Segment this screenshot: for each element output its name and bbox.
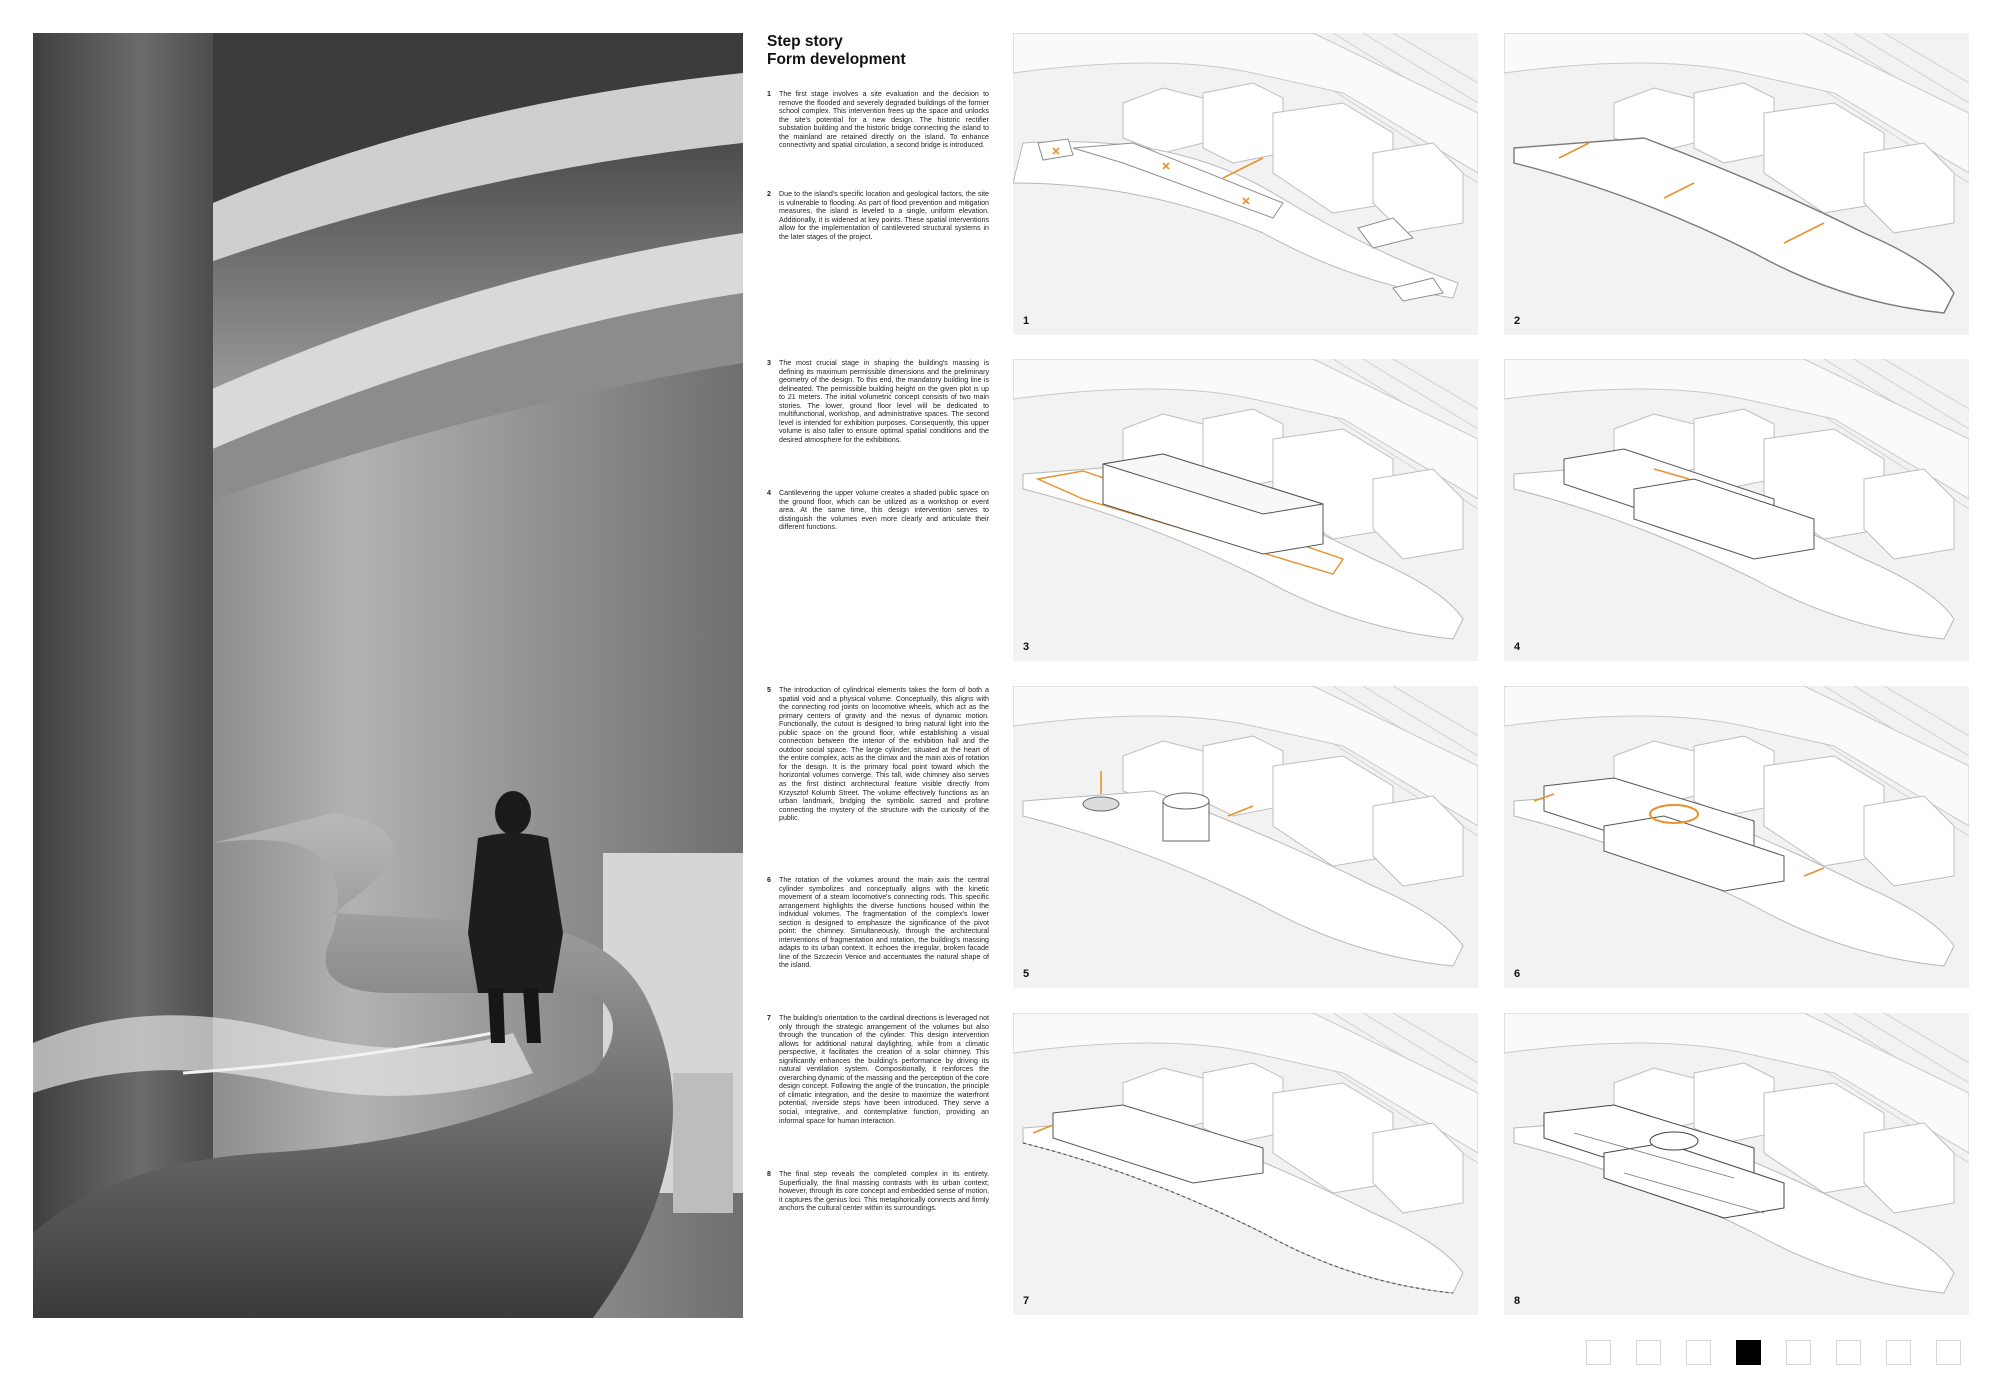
step-body: The rotation of the volumes around the main axis the central cylinder symbolizes and conceptually aligns with the kinetic movement of a steam locomotive's connecting rods. This specific arrangement highlights the diverse functions housed within the individual volumes. The fragmentation of the complex's lower section is designed to emphasize the significance of the pivot point: the chimney. Simultaneously, through the architectural interventions of fragmentation and rotation, the building's massing adapts to its urban context. It echoes the irregular, broken facade line of the Szczecin Venice and accentuates the natural shape of the island. xyxy=(779,876,989,970)
step-number: 5 xyxy=(767,686,771,694)
step-diagram-4 xyxy=(1504,359,1969,661)
step-diagram-8 xyxy=(1504,1013,1969,1315)
step-text-6 xyxy=(767,876,989,970)
step-number: 8 xyxy=(767,1170,771,1178)
text-column xyxy=(767,33,989,1213)
step-diagram-number: 7 xyxy=(1023,1295,1030,1307)
page-indicator-6[interactable] xyxy=(1836,1340,1861,1365)
page-indicator-5[interactable] xyxy=(1786,1340,1811,1365)
step-body: Due to the island's specific location and geological factors, the site is vulnerable to flooding. As part of flood prevention and mitigation measures, the island is leveled to a single, uniform elevation. Additionally, it is widened at key points. These spatial interventions allow for the implementation of cantilevered structural systems in the later stages of the project. xyxy=(779,190,989,241)
step-text-4 xyxy=(767,489,989,532)
step-number: 3 xyxy=(767,359,771,367)
title-line-1: Step story xyxy=(767,33,843,50)
step-diagram-number: 6 xyxy=(1514,968,1521,980)
step-diagram-6 xyxy=(1504,686,1969,988)
step-diagram-number: 1 xyxy=(1023,315,1030,327)
page-title xyxy=(767,33,989,69)
step-number: 4 xyxy=(767,489,771,497)
step-number: 7 xyxy=(767,1014,771,1022)
step-text-8 xyxy=(767,1170,989,1213)
step-diagram-number: 4 xyxy=(1514,641,1521,653)
page-indicator-1[interactable] xyxy=(1586,1340,1611,1365)
step-diagram-7 xyxy=(1013,1013,1478,1315)
step-number: 2 xyxy=(767,190,771,198)
step-body: Cantilevering the upper volume creates a shaded public space on the ground floor, which can be utilized as a workshop or event area. At the same time, this design intervention serves to distinguish the volumes even more clearly and articulate their different functions. xyxy=(779,489,989,532)
step-diagram-number: 3 xyxy=(1023,641,1030,653)
page-indicator-7[interactable] xyxy=(1886,1340,1911,1365)
title-line-2: Form development xyxy=(767,51,906,68)
step-body: The first stage involves a site evaluation and the decision to remove the flooded and severely degraded buildings of the former school complex. This intervention frees up the space and unlocks the site's potential for a new design. The historic rectifier substation building and the historic bridge connecting the island to the mainland are retained directly on the island. To enhance connectivity and spatial circulation, a second bridge is introduced. xyxy=(779,90,989,150)
step-text-2 xyxy=(767,190,989,241)
step-diagram-number: 5 xyxy=(1023,968,1030,980)
hero-render-image xyxy=(33,33,743,1318)
step-text-1 xyxy=(767,90,989,150)
step-diagram-number: 8 xyxy=(1514,1295,1521,1307)
step-body: The building's orientation to the cardinal directions is leveraged not only through the strategic arrangement of the volumes but also through the truncation of the cylinder. This design intervention allows for additional natural daylighting, while from a climatic perspective, it facilitates the creation of a solar chimney. This significantly enhances the building's performance by driving its natural ventilation system. Compositionally, it reinforces the overarching dynamic of the massing and the perception of the core design concept. Following the angle of the truncation, the principle of climatic integration, and the desire to maximize the waterfront potential, riverside steps have been introduced. They serve a social, integrative, and contemplative function, providing an informal space for human interaction. xyxy=(779,1014,989,1125)
step-text-3 xyxy=(767,359,989,444)
step-diagram-1 xyxy=(1013,33,1478,335)
page-indicator-8[interactable] xyxy=(1936,1340,1961,1365)
page-indicator-3[interactable] xyxy=(1686,1340,1711,1365)
step-text-5 xyxy=(767,686,989,823)
page-indicator-2[interactable] xyxy=(1636,1340,1661,1365)
step-diagram-5 xyxy=(1013,686,1478,988)
step-diagram-2 xyxy=(1504,33,1969,335)
step-body: The final step reveals the completed complex in its entirety. Superficially, the final massing contrasts with its urban context; however, through its core concept and embedded sense of motion, it captures the genius loci. This metaphorically connects and firmly anchors the cultural center within its surroundings. xyxy=(779,1170,989,1213)
step-number: 1 xyxy=(767,90,771,98)
step-number: 6 xyxy=(767,876,771,884)
step-diagram-number: 2 xyxy=(1514,315,1521,327)
step-diagram-3 xyxy=(1013,359,1478,661)
step-text-7 xyxy=(767,1014,989,1125)
step-body: The most crucial stage in shaping the building's massing is defining its maximum permissible dimensions and the preliminary geometry of the design. To this end, the mandatory building line is delineated. The permissible building height on the given plot is up to 21 meters. The initial volumetric concept consists of two main stories. The lower, ground floor level will be dedicated to multifunctional, workshop, and administrative spaces. The second level is intended for exhibition purposes. Consequently, this upper volume is also taller to ensure optimal spatial conditions and the desired atmosphere for the exhibitions. xyxy=(779,359,989,444)
page-indicator-4-active[interactable] xyxy=(1736,1340,1761,1365)
step-body: The introduction of cylindrical elements takes the form of both a spatial void and a physical volume. Conceptually, this aligns with the connecting rod joints on locomotive wheels, which act as the primary centers of gravity and the nexus of dynamic motion. Functionally, the cutout is designed to bring natural light into the public space on the ground floor, while establishing a visual connection between the interior of the exhibition hall and the outdoor social space. The large cylinder, situated at the heart of the entire complex, acts as the climax and the main axis of rotation for the design. It is the primary focal point toward which the horizontal volumes converge. This tall, wide chimney also serves as the first distinct architectural feature visible directly from Krzysztof Kolumb Street. The volume effectively functions as an urban landmark, bridging the symbolic sacred and profane connecting the mystery of the structure with the curiosity of the public. xyxy=(779,686,989,823)
